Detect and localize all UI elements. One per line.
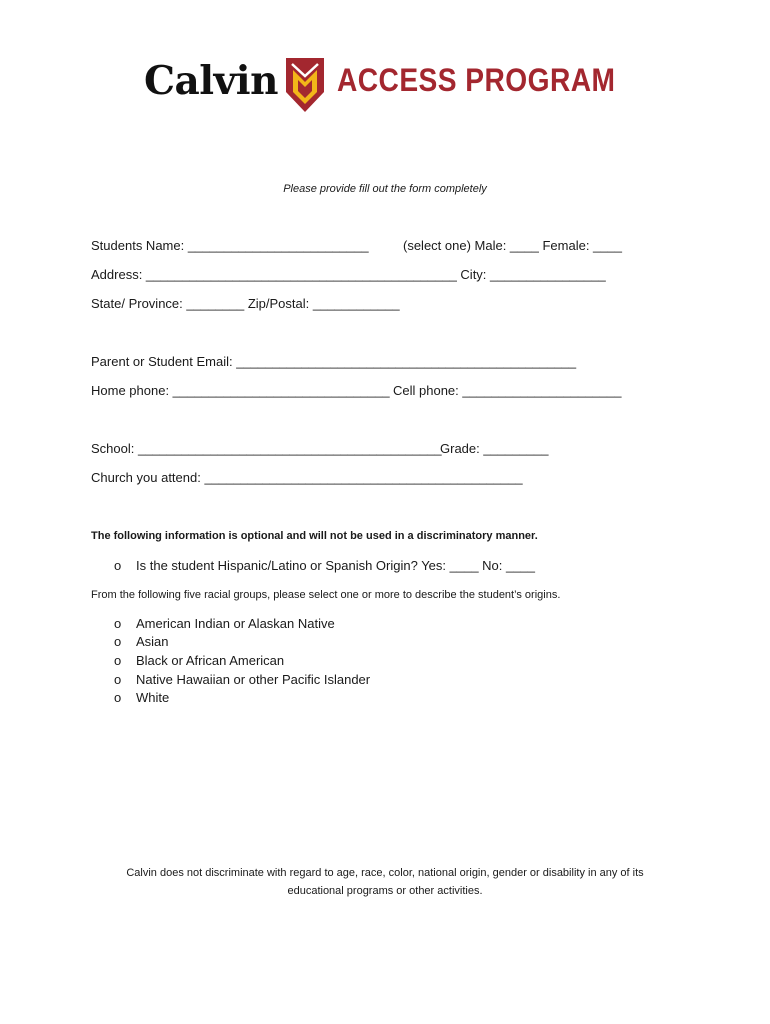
calvin-shield-icon [284, 56, 326, 114]
grade-field[interactable]: Grade: _________ [440, 441, 549, 456]
home-phone-field[interactable]: Home phone: ______________________________ [91, 383, 390, 398]
bullet-icon: o [114, 672, 122, 687]
state-zip-field[interactable]: State/ Province: ________ Zip/Postal: ____________ [91, 296, 400, 311]
footer-line-1: Calvin does not discriminate with regard to age, race, color, national origin, gender or disability in any of its [126, 867, 644, 879]
bullet-icon: o [114, 690, 122, 705]
racial-groups-prompt: From the following five racial groups, please select one or more to describe the student’s origins. [91, 589, 561, 601]
racial-option[interactable]: Asian [136, 634, 169, 649]
students-name-field[interactable]: Students Name: _________________________ [91, 238, 369, 253]
racial-option[interactable]: Native Hawaiian or other Pacific Islander [136, 672, 371, 687]
footer-line-2: educational programs or other activities. [287, 885, 483, 897]
church-field[interactable]: Church you attend: ____________________________________________ [91, 470, 523, 485]
email-field[interactable]: Parent or Student Email: _______________________________________________ [91, 354, 577, 369]
address-city-field[interactable]: Address: ___________________________________________ City: ________________ [91, 267, 606, 282]
racial-option[interactable]: Black or African American [136, 653, 285, 668]
non-discrimination-footer [0, 864, 770, 900]
access-program-logo-text: ACCESS PROGRAM [337, 62, 616, 98]
hispanic-question[interactable]: Is the student Hispanic/Latino or Spanish Origin? Yes: ____ No: ____ [136, 558, 535, 573]
bullet-icon: o [114, 616, 122, 631]
bullet-icon: o [114, 558, 122, 573]
racial-option[interactable]: White [136, 690, 170, 705]
optional-heading: The following information is optional and will not be used in a discriminatory manner. [91, 530, 538, 542]
cell-phone-field[interactable]: Cell phone: ______________________ [393, 383, 622, 398]
school-field[interactable]: School: __________________________________________ [91, 441, 442, 456]
bullet-icon: o [114, 653, 122, 668]
form-instructions: Please provide fill out the form completely [283, 183, 487, 195]
calvin-logo-text: Calvin [144, 58, 278, 104]
bullet-icon: o [114, 634, 122, 649]
racial-option[interactable]: American Indian or Alaskan Native [136, 616, 335, 631]
gender-select-field[interactable]: (select one) Male: ____ Female: ____ [403, 238, 622, 253]
